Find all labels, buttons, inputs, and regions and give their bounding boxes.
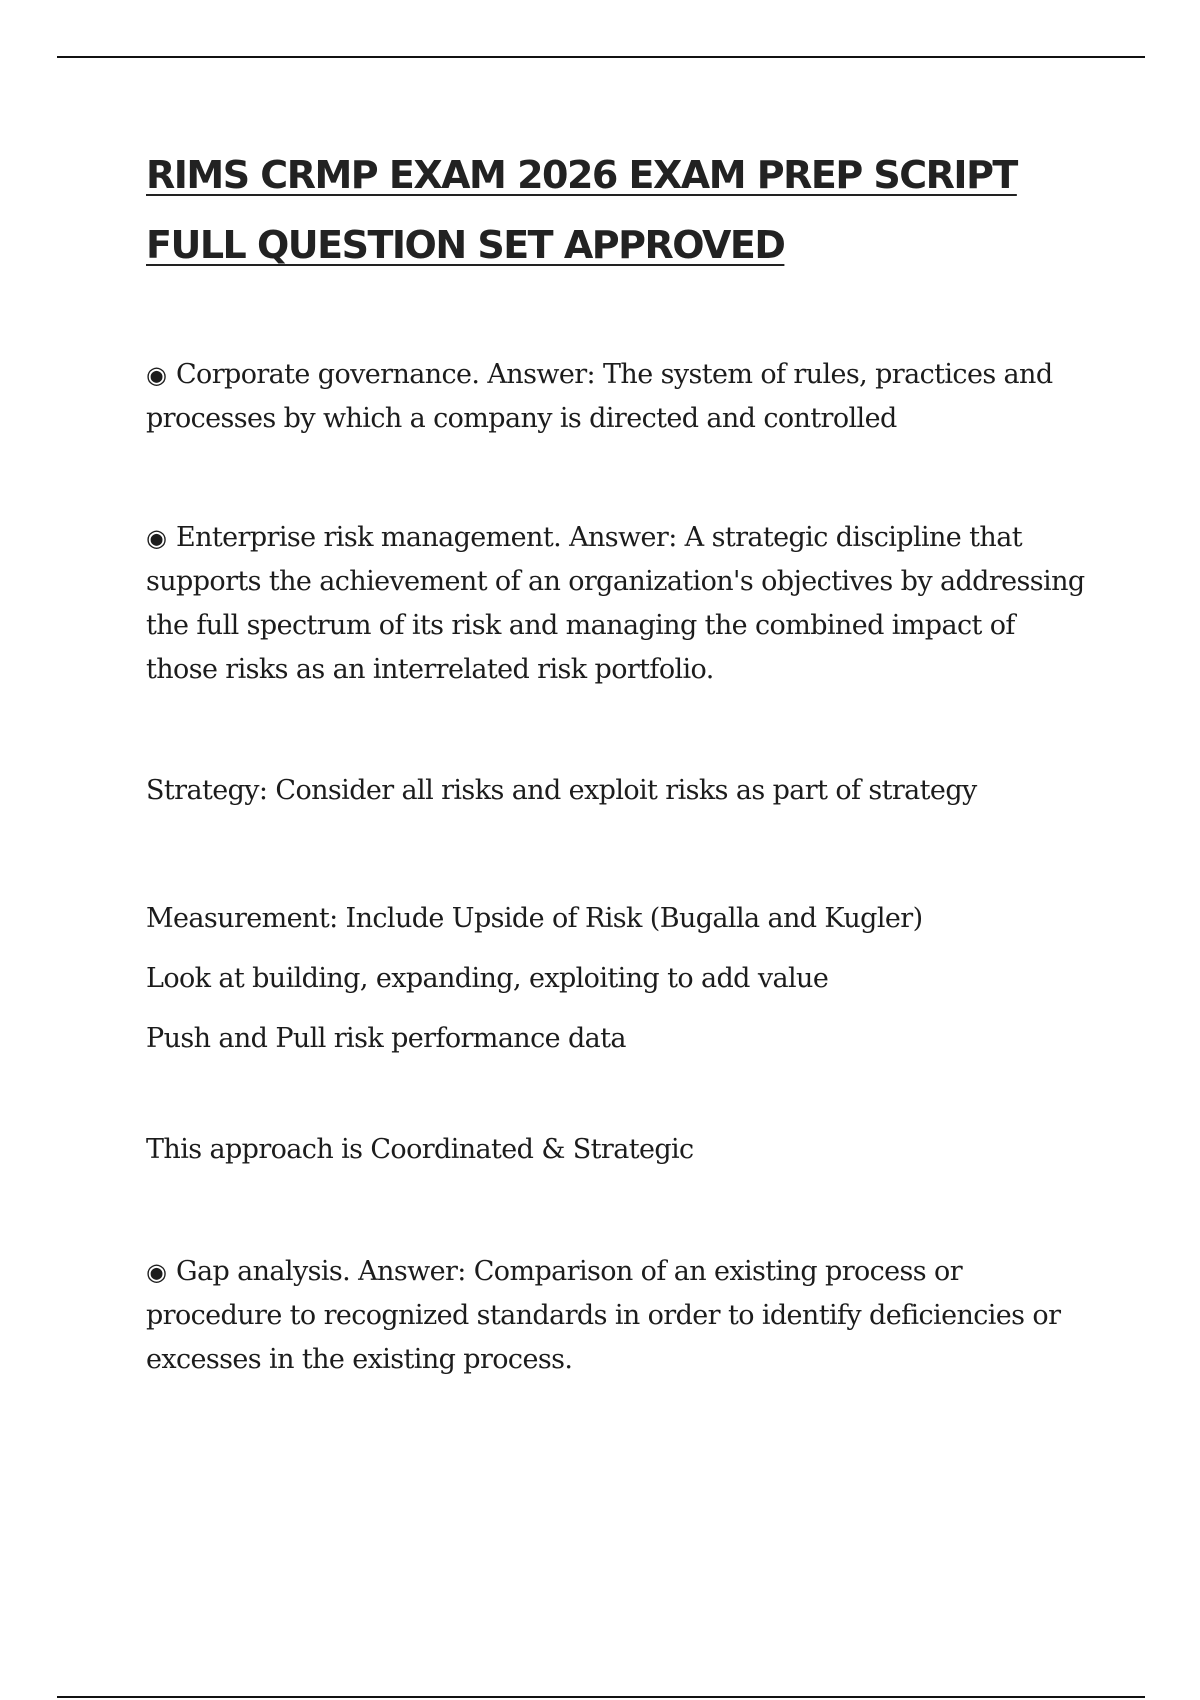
bottom-rule xyxy=(57,1696,1145,1698)
title-line-2: FULL QUESTION SET APPROVED xyxy=(146,223,785,267)
title-line-1: RIMS CRMP EXAM 2026 EXAM PREP SCRIPT xyxy=(146,153,1017,197)
entry-answer: Answer: Comparison of an existing process or procedure to recognized standards in order to identify deficiencies or excesses in the existing process. xyxy=(146,1256,1061,1375)
entry-answer: Answer: The system of rules, practices and processes by which a company is directed and controlled xyxy=(146,359,1053,434)
strategy-line: Strategy: Consider all risks and exploit risks as part of strategy xyxy=(146,775,977,806)
entry-answer: Answer: A strategic discipline that supports the achievement of an organization's objectives by addressing the full spectrum of its risk and managing the combined impact of those risks as an interrelated risk portfolio. xyxy=(146,522,1085,685)
entry-term: Corporate governance. xyxy=(176,359,480,390)
top-rule xyxy=(57,56,1145,58)
bullet-icon: ◉ xyxy=(146,361,167,389)
bullet-icon: ◉ xyxy=(146,524,167,552)
measurement-line-2: Look at building, expanding, exploiting to add value xyxy=(146,963,829,994)
measurement-block xyxy=(146,889,1086,1069)
entry-gap-analysis xyxy=(146,1250,1086,1382)
entry-enterprise-risk-management xyxy=(146,516,1086,692)
measurement-line-1: Measurement: Include Upside of Risk (Bugalla and Kugler) xyxy=(146,903,923,934)
approach-line: This approach is Coordinated & Strategic xyxy=(146,1134,694,1165)
entry-term: Gap analysis. xyxy=(176,1256,351,1287)
page-title xyxy=(146,140,1106,280)
measurement-line-3: Push and Pull risk performance data xyxy=(146,1023,626,1054)
entry-term: Enterprise risk management. xyxy=(176,522,562,553)
bullet-icon: ◉ xyxy=(146,1258,167,1286)
entry-corporate-governance xyxy=(146,353,1086,441)
